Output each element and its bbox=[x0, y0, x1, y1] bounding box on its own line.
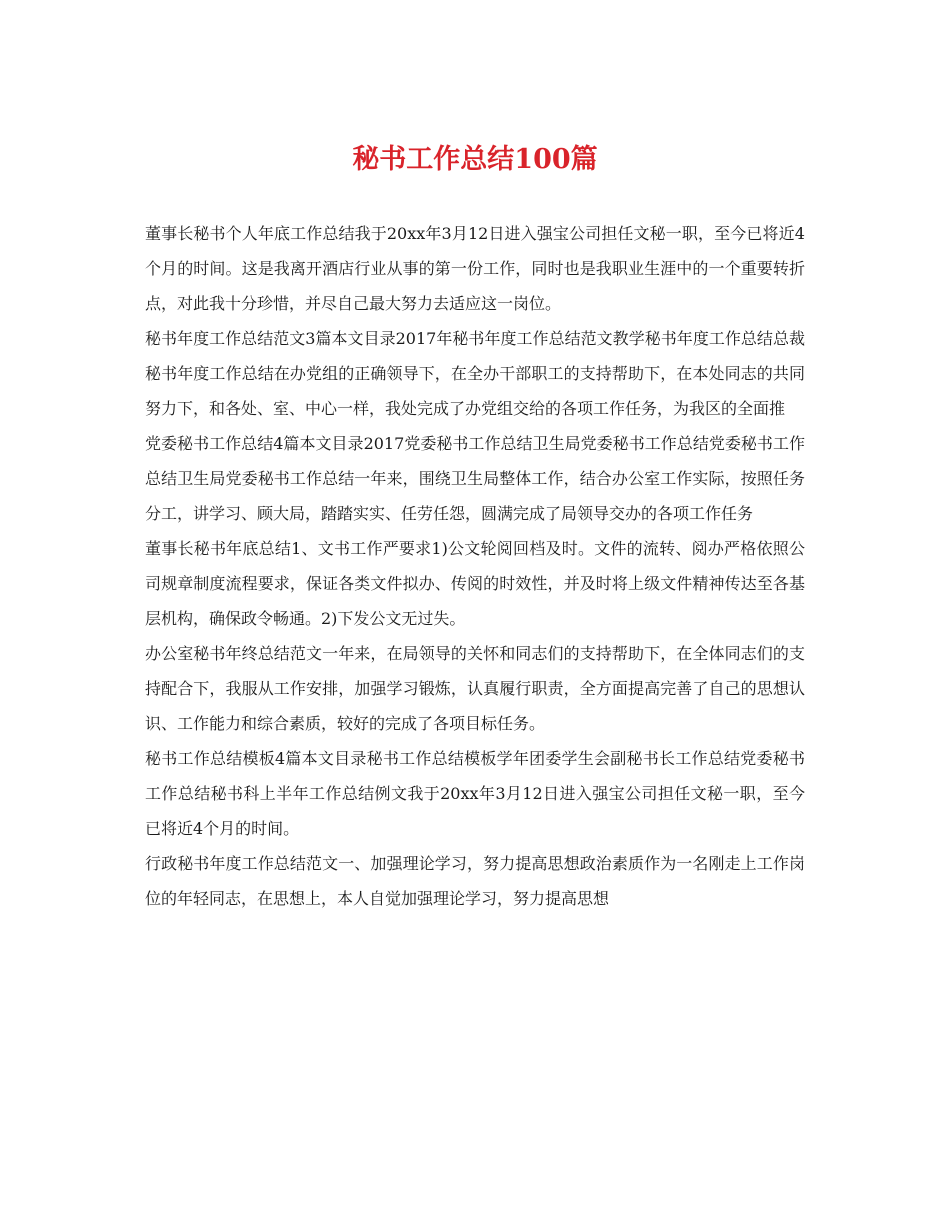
paragraph: 董事长秘书年底总结1、文书工作严要求1)公文轮阅回档及时。文件的流转、阅办严格依照公司规章制度流程要求，保证各类文件拟办、传阅的时效性，并及时将上级文件精神传达至各基层机构，确保政令畅通。2)下发公文无过失。 bbox=[145, 539, 805, 628]
paragraph: 董事长秘书个人年底工作总结我于20xx年3月12日进入强宝公司担任文秘一职，至今已将近4个月的时间。这是我离开酒店行业从事的第一份工作，同时也是我职业生涯中的一个重要转折点，对此我十分珍惜，并尽自己最大努力去适应这一岗位。 bbox=[145, 224, 805, 313]
paragraph: 秘书工作总结模板4篇本文目录秘书工作总结模板学年团委学生会副秘书长工作总结党委秘书工作总结秘书科上半年工作总结例文我于20xx年3月12日进入强宝公司担任文秘一职，至今已将近4个月的时间。 bbox=[145, 749, 805, 838]
paragraph: 秘书年度工作总结范文3篇本文目录2017年秘书年度工作总结范文教学秘书年度工作总结总裁秘书年度工作总结在办党组的正确领导下，在全办干部职工的支持帮助下，在本处同志的共同努力下，和各处、室、中心一样，我处完成了办党组交给的各项工作任务，为我区的全面推 bbox=[145, 329, 805, 418]
paragraph: 行政秘书年度工作总结范文一、加强理论学习，努力提高思想政治素质作为一名刚走上工作岗位的年轻同志，在思想上，本人自觉加强理论学习，努力提高思想 bbox=[145, 854, 805, 908]
paragraph: 办公室秘书年终总结范文一年来，在局领导的关怀和同志们的支持帮助下，在全体同志们的支持配合下，我服从工作安排，加强学习锻炼，认真履行职责，全方面提高完善了自己的思想认识、工作能力和综合素质，较好的完成了各项目标任务。 bbox=[145, 644, 805, 733]
document-body bbox=[145, 216, 805, 916]
page-title: 秘书工作总结100篇 bbox=[352, 144, 598, 175]
paragraph: 党委秘书工作总结4篇本文目录2017党委秘书工作总结卫生局党委秘书工作总结党委秘书工作总结卫生局党委秘书工作总结一年来，围绕卫生局整体工作，结合办公室工作实际，按照任务分工，讲学习、顾大局，踏踏实实、任劳任怨，圆满完成了局领导交办的各项工作任务 bbox=[145, 434, 805, 523]
